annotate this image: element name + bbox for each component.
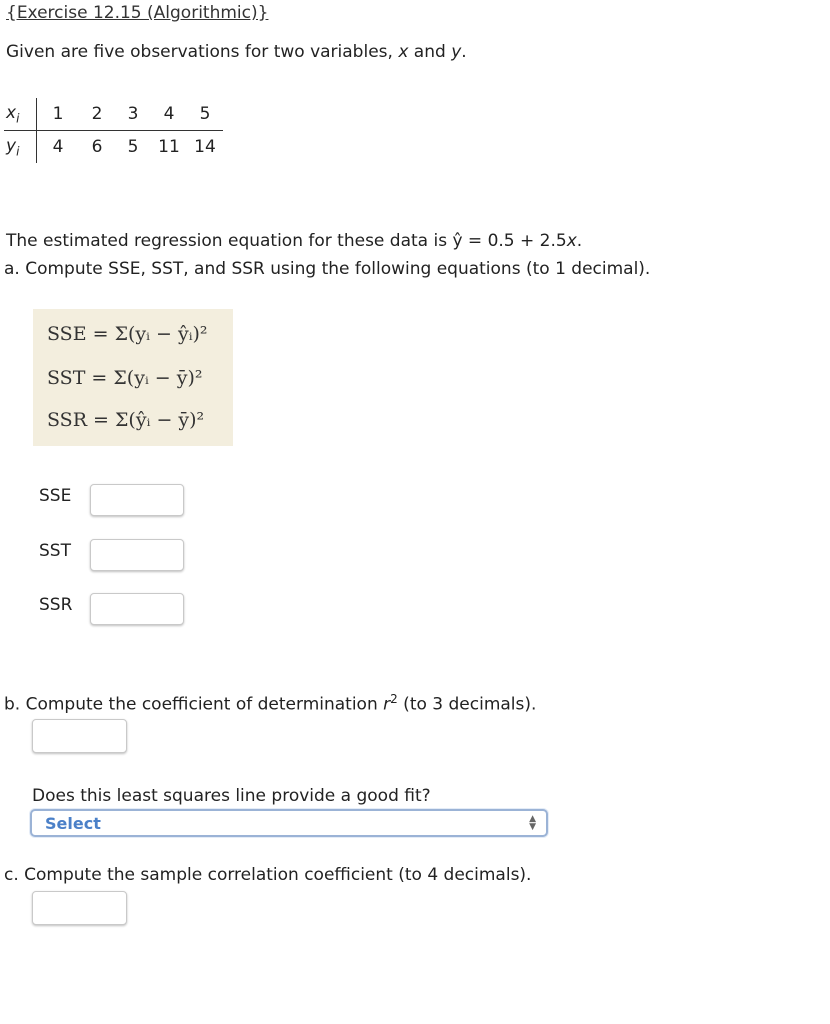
var-x: x — [398, 42, 409, 62]
sse-formula: SSE = Σ(yᵢ − ŷᵢ)² — [47, 323, 208, 345]
ssr-input[interactable] — [90, 593, 184, 625]
x-row — [4, 98, 223, 131]
ssr-label: SSR — [39, 595, 73, 615]
r-squared-input[interactable] — [32, 719, 127, 753]
intro-text — [6, 42, 467, 62]
select-value: Select — [45, 814, 101, 833]
y-value: 11 — [158, 137, 180, 157]
x-value: 2 — [79, 98, 115, 131]
intro-part: and — [408, 42, 452, 62]
part-b-text: b. Compute the coefficient of determination — [4, 694, 384, 715]
part-a-prompt: a. Compute SSE, SST, and SSR using the following equations (to 1 decimal). — [4, 259, 651, 279]
part-c-prompt: c. Compute the sample correlation coefficient (to 4 decimals). — [4, 865, 532, 885]
good-fit-question: Does this least squares line provide a good fit? — [32, 786, 431, 806]
y-row — [4, 131, 223, 164]
part-b-prompt — [4, 692, 536, 715]
r-exponent: 2 — [390, 692, 398, 706]
sse-input[interactable] — [90, 484, 184, 516]
regression-text: . — [576, 231, 583, 251]
x-value: 4 — [151, 98, 187, 131]
var-y: y — [451, 42, 462, 62]
sst-label: SST — [39, 541, 71, 561]
regression-equation — [6, 231, 582, 251]
y-value: 14 — [194, 137, 216, 157]
y-value: 6 — [91, 137, 103, 157]
observations-table — [4, 98, 223, 163]
x-value: 1 — [37, 98, 80, 131]
y-value: 4 — [52, 137, 64, 157]
good-fit-select[interactable] — [30, 809, 548, 837]
x-row-label: $x_i$ — [4, 98, 37, 131]
x-value: 3 — [115, 98, 151, 131]
intro-part: Given are five observations for two variables, — [6, 42, 399, 62]
intro-part: . — [461, 42, 467, 62]
exercise-title-link[interactable]: {Exercise 12.15 (Algorithmic)} — [6, 3, 269, 23]
regression-text: The estimated regression equation for these data is ŷ = 0.5 + 2.5 — [6, 231, 567, 251]
correlation-input[interactable] — [32, 891, 127, 925]
r-symbol: r — [383, 694, 391, 715]
sst-formula: SST = Σ(yᵢ − ȳ)² — [47, 367, 203, 389]
formula-box — [33, 309, 233, 446]
y-row-label: $y_i$ — [4, 131, 37, 164]
x-value: 5 — [187, 98, 223, 131]
ssr-formula: SSR = Σ(ŷᵢ − ȳ)² — [47, 409, 205, 431]
select-arrows-icon: ▲ ▼ — [529, 814, 536, 832]
sst-input[interactable] — [90, 539, 184, 571]
regression-var: x — [566, 231, 577, 251]
part-b-text: (to 3 decimals). — [397, 694, 537, 715]
y-value: 5 — [127, 137, 139, 157]
sse-label: SSE — [39, 486, 72, 506]
